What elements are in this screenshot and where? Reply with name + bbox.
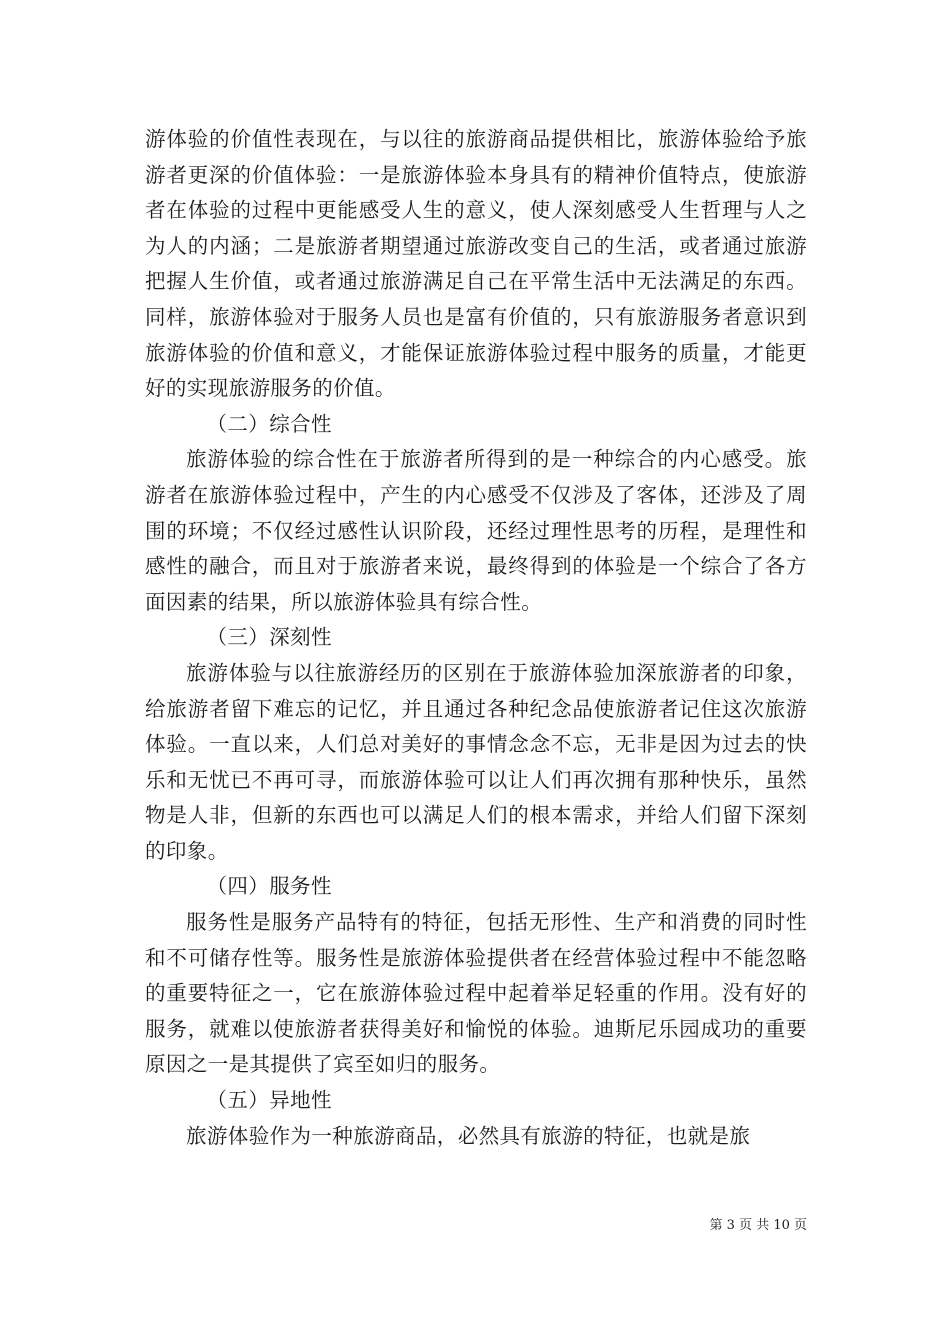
section-heading-profundity: （三）深刻性: [206, 625, 332, 650]
paragraph-comprehensiveness: 旅游体验的综合性在于旅游者所得到的是一种综合的内心感受。旅游者在旅游体验过程中，产生的内心感受不仅涉及了客体，还涉及了周围的环境；不仅经过感性认识阶段，还经过理性思考的历程，是理性和感性的融合，而且对于旅游者来说，最终得到的体验是一个综合了各方面因素的结果，所以旅游体验具有综合性。: [145, 447, 807, 614]
document-body: [145, 122, 807, 1154]
paragraph-value-of-experience: 游体验的价值性表现在，与以往的旅游商品提供相比，旅游体验给予旅游者更深的价值体验：一是旅游体验本身具有的精神价值特点，使旅游者在体验的过程中更能感受人生的意义，使人深刻感受人生哲理与人之为人的内涵；二是旅游者期望通过旅游改变自己的生活，或者通过旅游把握人生价值，或者通过旅游满足自己在平常生活中无法满足的东西。同样，旅游体验对于服务人员也是富有价值的，只有旅游服务者意识到旅游体验的价值和意义，才能保证旅游体验过程中服务的质量，才能更好的实现旅游服务的价值。: [145, 127, 807, 401]
paragraph-profundity: 旅游体验与以往旅游经历的区别在于旅游体验加深旅游者的印象，给旅游者留下难忘的记忆，并且通过各种纪念品使旅游者记住这次旅游体验。一直以来，人们总对美好的事情念念不忘，无非是因为过去的快乐和无忧已不再可寻，而旅游体验可以让人们再次拥有那种快乐，虽然物是人非，但新的东西也可以满足人们的根本需求，并给人们留下深刻的印象。: [145, 660, 807, 863]
paragraph-service: 服务性是服务产品特有的特征，包括无形性、生产和消费的同时性和不可储存性等。服务性是旅游体验提供者在经营体验过程中不能忽略的重要特征之一，它在旅游体验过程中起着举足轻重的作用。没有好的服务，就难以使旅游者获得美好和愉悦的体验。迪斯尼乐园成功的重要原因之一是其提供了宾至如归的服务。: [145, 910, 807, 1077]
section-heading-remoteness: （五）异地性: [206, 1088, 332, 1113]
section-heading-service: （四）服务性: [206, 874, 332, 899]
section-heading-comprehensiveness: （二）综合性: [206, 411, 332, 436]
page-number-footer: 第 3 页 共 10 页: [709, 1218, 807, 1233]
paragraph-remoteness: 旅游体验作为一种旅游商品，必然具有旅游的特征，也就是旅: [186, 1123, 751, 1148]
